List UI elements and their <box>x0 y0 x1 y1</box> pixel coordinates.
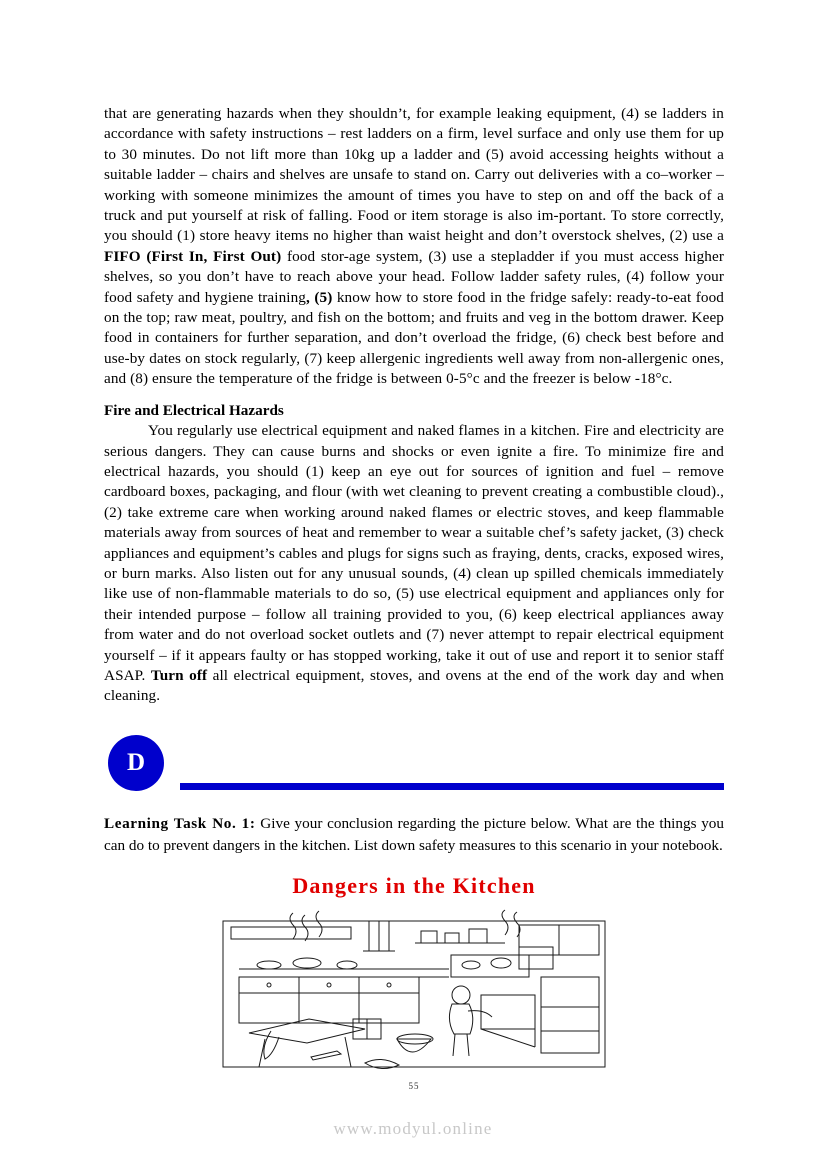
figure-block <box>104 873 724 1091</box>
emphasis-turn-off: Turn off <box>150 666 208 684</box>
document-body <box>104 104 724 1091</box>
learning-task-text: Give your conclusion regarding the picture below. What are the things you can do to prevent dangers in the kitchen. List down safety measures to this scenario in your notebook. <box>104 814 724 854</box>
list-marker-5: , (5) <box>305 288 333 306</box>
learning-task <box>104 813 724 857</box>
paragraph-fire-part1: You regularly use electrical equipment and naked flames in a kitchen. Fire and electricity are serious dangers. They can cause burns and shocks or even ignite a fire. To minimize fire and electrical hazards, you should (1) keep an eye out for sources of ignition and fuel – remove cardboard boxes, packaging, and flour (with wet cleaning to prevent creating a combustible cloud)., (2) take extreme care when working around naked flames or electric stoves, and keep flammable materials away from sources of heat and remember to wear a suitable chef’s safety jacket, (3) check appliances and equipment’s cables and plugs for signs such as fraying, dents, cracks, exposed wires, or burn marks. Also listen out for any unusual sounds, (4) clean up spilled chemicals immediately like use of non-flammable materials to do so, (5) use electrical equipment and appliances only for their intended purpose – follow all training provided to you, (6) keep electrical appliances away from water and do not overload socket outlets and (7) never attempt to repair electrical equipment yourself – if it appears faulty or has stopped working, take it out of use and report it to senior staff ASAP. <box>104 422 724 684</box>
paragraph-hazards-part2: food stor-age system, (3) use a stepladder if you must access higher shelves, so you don’t have to reach above your head. Follow ladder safety rules, (4) follow your food safety and hygiene training <box>104 247 724 306</box>
figure-title: Dangers in the Kitchen <box>292 872 536 898</box>
paragraph-hazards <box>104 104 724 390</box>
figure-page-number: 55 <box>408 1080 420 1091</box>
section-divider-rule <box>180 783 724 790</box>
paragraph-fire-electrical <box>104 421 724 707</box>
watermark: www.modyul.online <box>333 1119 493 1138</box>
learning-task-label: Learning Task No. 1: <box>104 814 256 832</box>
section-heading-fire-electrical: Fire and Electrical Hazards <box>104 401 284 419</box>
paragraph-hazards-part1: that are generating hazards when they shouldn’t, for example leaking equipment, (4) se ladders in accordance with safety instructions – rest ladders on a firm, level surface and only use them for up to 30 minutes. Do not lift more than 10kg up a ladder and (5) avoid accessing heights without a suitable ladder – chairs and shelves are unsafe to stand on. Carry out deliveries with a co–worker – working with someone minimizes the amount of times you have to step on and off the back of a truck and put yourself at risk of falling. Food or item storage is also im-portant. To store correctly, you should (1) store heavy items no higher than waist height and don’t overstock shelves, (2) use a <box>104 105 724 245</box>
paragraph-hazards-part3: know how to store food in the fridge safely: ready-to-eat food on the top; raw meat, poultry, and fish on the bottom; and fruits and veg in the bottom drawer. Keep food in containers for further separation, and don’t overload the fridge, (6) check best before and use-by dates on stock regularly, (7) keep allergenic ingredients well away from non-allergenic ones, and (8) ensure the temperature of the fridge is between 0-5°c and the freezer is below -18°c. <box>104 288 724 388</box>
term-fifo: FIFO (First In, First Out) <box>104 247 282 265</box>
section-letter-badge: D <box>108 735 164 791</box>
section-marker <box>104 735 724 813</box>
paragraph-fire-part2: all electrical equipment, stoves, and ovens at the end of the work day and when cleaning. <box>104 666 725 705</box>
kitchen-dangers-illustration <box>219 907 609 1077</box>
